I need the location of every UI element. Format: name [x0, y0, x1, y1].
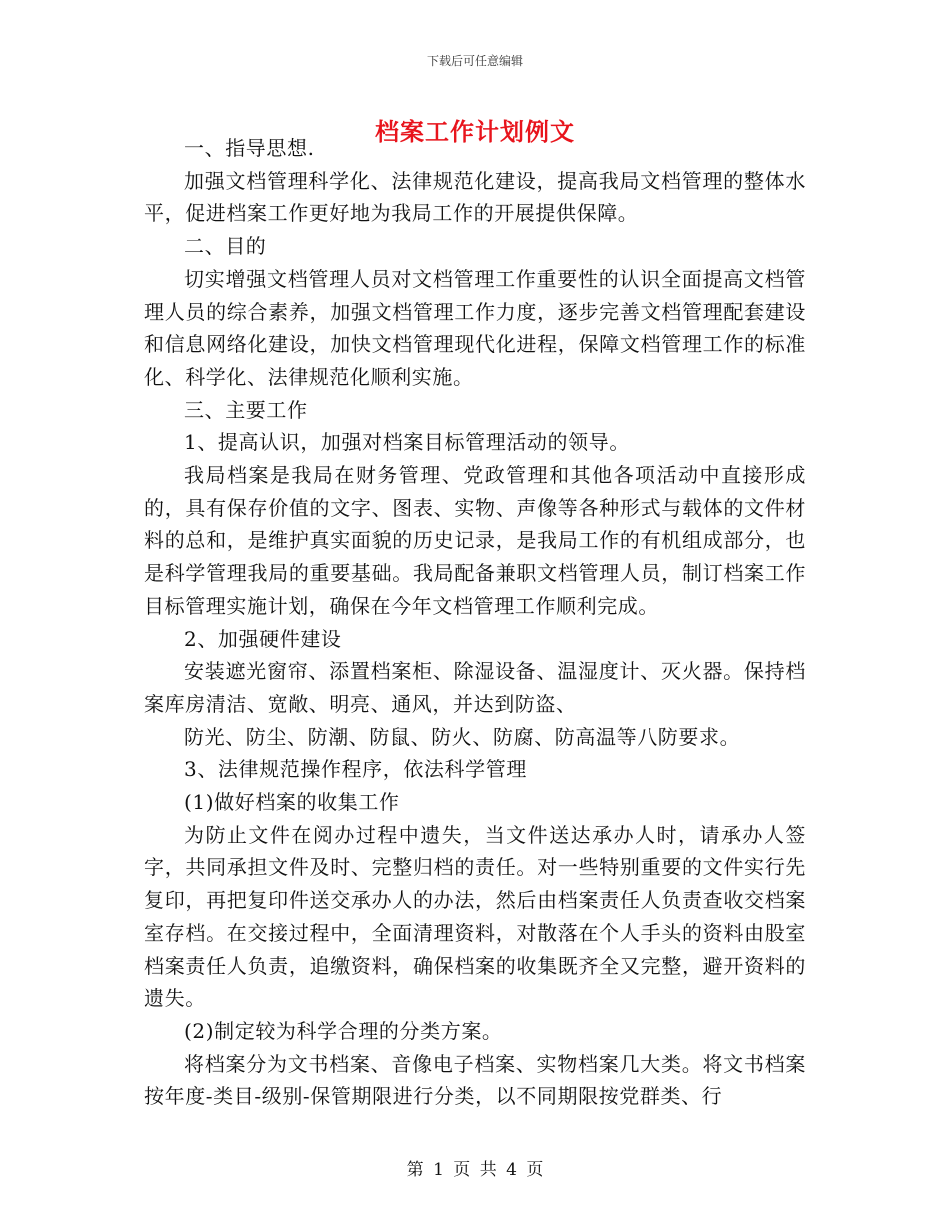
paragraph: 将档案分为文书档案、音像电子档案、实物档案几大类。将文书档案按年度-类目-级别-保管期限进行分类，以不同期限按党群类、行	[144, 1051, 806, 1109]
paragraph: 切实增强文档管理人员对文档管理工作重要性的认识全面提高文档管理人员的综合素养，加强文档管理工作力度，逐步完善文档管理配套建设和信息网络化建设，加快文档管理现代化进程，保障文档管理工作的标准化、科学化、法律规范化顺利实施。	[144, 266, 806, 389]
page-footer: 第 1 页 共 4 页	[406, 1160, 544, 1180]
paragraph: 为防止文件在阅办过程中遗失，当文件送达承办人时，请承办人签字，共同承担文件及时、完整归档的责任。对一些特别重要的文件实行先复印，再把复印件送交承办人的办法，然后由档案责任人负责查收交档案室存档。在交接过程中，全面清理资料，对散落在个人手头的资料由股室档案责任人负责，追缴资料，确保档案的收集既齐全又完整，避开资料的遗失。	[144, 822, 806, 1011]
paragraph: 我局档案是我局在财务管理、党政管理和其他各项活动中直接形成的，具有保存价值的文字、图表、实物、声像等各种形式与载体的文件材料的总和，是维护真实面貌的历史记录，是我局工作的有机组成部分，也是科学管理我局的重要基础。我局配备兼职文档管理人员，制订档案工作目标管理实施计划，确保在今年文档管理工作顺利完成。	[144, 463, 806, 618]
document-title: 档案工作计划例文	[375, 117, 575, 146]
paragraph: 3、法律规范操作程序，依法科学管理	[184, 757, 527, 782]
document-body	[144, 132, 806, 1113]
paragraph: 三、主要工作	[184, 397, 308, 422]
paragraph: (1)做好档案的收集工作	[184, 790, 400, 815]
paragraph: 加强文档管理科学化、法律规范化建设，提高我局文档管理的整体水平，促进档案工作更好地为我局工作的开展提供保障。	[144, 168, 806, 226]
paragraph: 安装遮光窗帘、添置档案柜、除湿设备、温湿度计、灭火器。保持档案库房清洁、宽敞、明亮、通风，并达到防盗、	[144, 659, 806, 716]
paragraph: (2)制定较为科学合理的分类方案。	[184, 1018, 503, 1043]
page-header: 下载后可任意编辑	[426, 54, 523, 68]
paragraph: 一、指导思想.	[184, 136, 315, 160]
paragraph: 1、提高认识，加强对档案目标管理活动的领导。	[184, 430, 630, 455]
paragraph: 防光、防尘、防潮、防鼠、防火、防腐、防高温等八防要求。	[184, 724, 741, 749]
paragraph: 二、目的	[184, 234, 267, 259]
paragraph: 2、加强硬件建设	[184, 626, 342, 651]
